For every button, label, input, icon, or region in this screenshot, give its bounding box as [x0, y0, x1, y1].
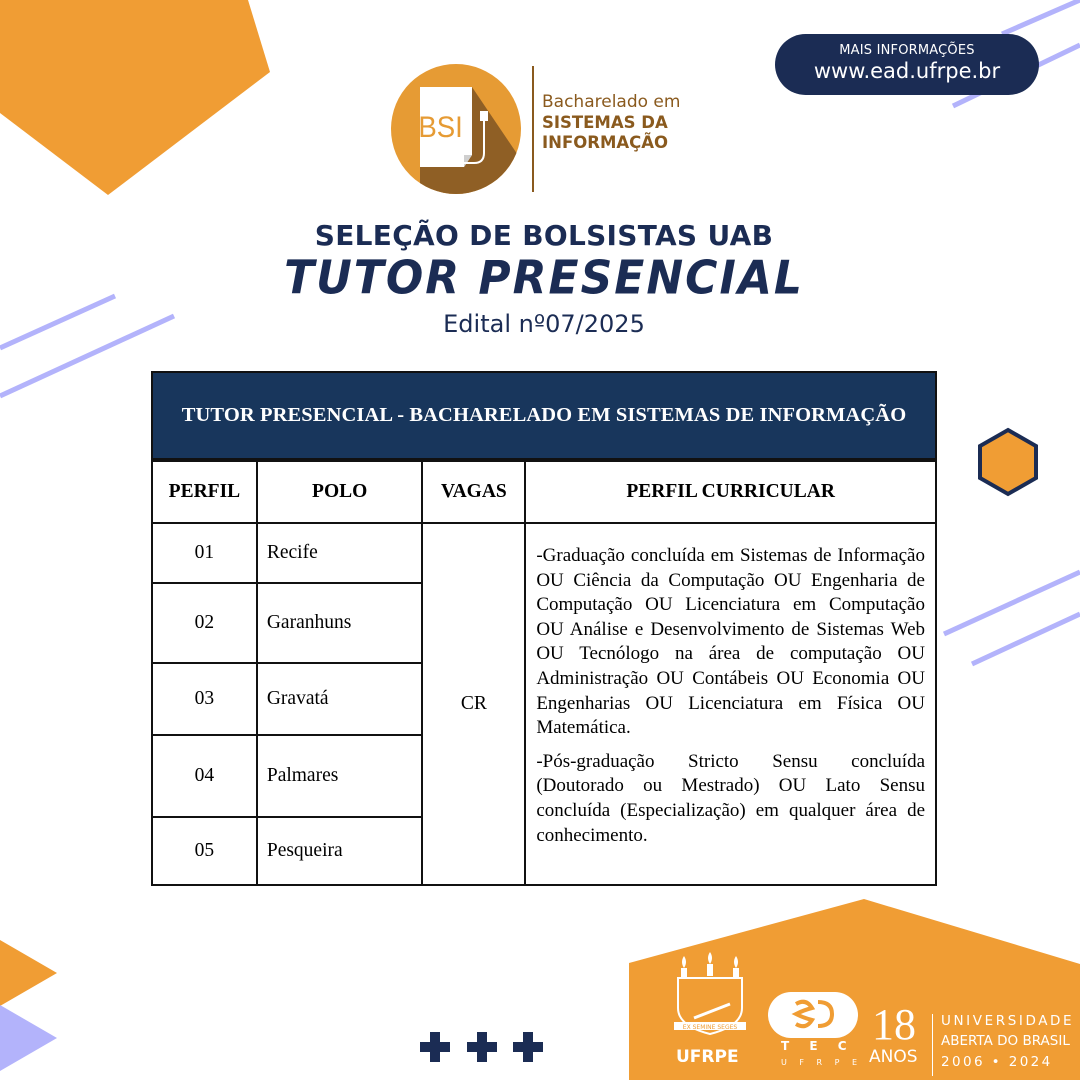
column-header-perfil-curricular: PERFIL CURRICULAR	[525, 461, 936, 523]
requirement-graduation: -Graduação concluída em Sistemas de Informação OU Ciência da Computação OU Engenharia de Computação OU Licenciatura em Computação OU Análise e Desenvolvimento de Sistemas Web OU Tecnólogo na área de computação OU Administração OU Contábeis OU Economia OU Engenharias OU Licenciatura em Física OU Matemática.	[536, 545, 925, 739]
page-title: TUTOR PRESENCIAL	[284, 251, 804, 306]
hexagon-icon	[980, 430, 1036, 494]
more-info-label: MAIS INFORMAÇÕES	[839, 43, 975, 58]
course-line-3: INFORMAÇÃO	[542, 132, 669, 152]
plus-icon	[513, 1032, 543, 1062]
polo-cell: Palmares	[257, 735, 423, 817]
ead-tec-label: T E C	[781, 1039, 855, 1053]
footer-divider	[932, 1014, 933, 1076]
column-header-polo: POLO	[257, 461, 423, 523]
perfil-cell: 02	[152, 583, 257, 663]
edital-number: Edital nº07/2025	[443, 310, 645, 338]
ead-ufrpe-label: U F R P E	[781, 1058, 863, 1067]
logo-divider	[532, 66, 534, 192]
course-line-1: Bacharelado em	[542, 92, 681, 112]
website-link[interactable]: www.ead.ufrpe.br	[813, 59, 1001, 83]
bsi-badge-text: BSI	[418, 110, 463, 145]
perfil-cell: 03	[152, 663, 257, 735]
years-label: ANOS	[869, 1047, 918, 1067]
orange-triangle-bottom-left	[0, 940, 57, 1006]
vacancy-table	[151, 371, 937, 886]
bsi-logo-icon	[390, 63, 522, 195]
lavender-line	[1002, 0, 1080, 34]
svg-text:EX SEMINE SEGES: EX SEMINE SEGES	[682, 1024, 738, 1031]
course-name	[542, 93, 680, 152]
uab-line-2: ABERTA DO BRASIL	[941, 1033, 1070, 1049]
plus-icon	[420, 1032, 450, 1062]
column-header-perfil: PERFIL	[152, 461, 257, 523]
table-caption: TUTOR PRESENCIAL - BACHARELADO EM SISTEMAS DE INFORMAÇÃO	[151, 371, 937, 460]
ufrpe-label: UFRPE	[676, 1047, 739, 1067]
column-header-vagas: VAGAS	[422, 461, 525, 523]
lavender-triangle-bottom-left	[0, 1005, 57, 1071]
plus-icon	[467, 1032, 497, 1062]
course-line-2: SISTEMAS DA	[542, 112, 668, 132]
years-number: 18	[872, 1000, 916, 1049]
ead-logo-icon	[766, 990, 860, 1040]
requirement-postgraduation: -Pós-graduação Stricto Sensu concluída (Doutorado ou Mestrado) OU Lato Sensu concluída (Especialização) em qualquer área de conhecimento.	[536, 750, 925, 846]
perfil-cell: 04	[152, 735, 257, 817]
uab-years: 2006 • 2024	[941, 1054, 1053, 1070]
table-row	[152, 523, 936, 583]
selection-subtitle: SELEÇÃO DE BOLSISTAS UAB	[314, 219, 774, 252]
table-header-row	[152, 461, 936, 523]
perfil-cell: 01	[152, 523, 257, 583]
more-info-badge[interactable]	[775, 34, 1039, 95]
uab-line-1: UNIVERSIDADE	[941, 1013, 1075, 1029]
ufrpe-crest-icon	[672, 952, 748, 1042]
orange-pentagon-top-left	[0, 0, 270, 195]
polo-cell: Gravatá	[257, 663, 423, 735]
vagas-cell: CR	[422, 523, 525, 885]
lavender-line	[972, 614, 1080, 664]
perfil-curricular-cell	[525, 523, 936, 885]
polo-cell: Garanhuns	[257, 583, 423, 663]
polo-cell: Recife	[257, 523, 423, 583]
perfil-cell: 05	[152, 817, 257, 885]
polo-cell: Pesqueira	[257, 817, 423, 885]
